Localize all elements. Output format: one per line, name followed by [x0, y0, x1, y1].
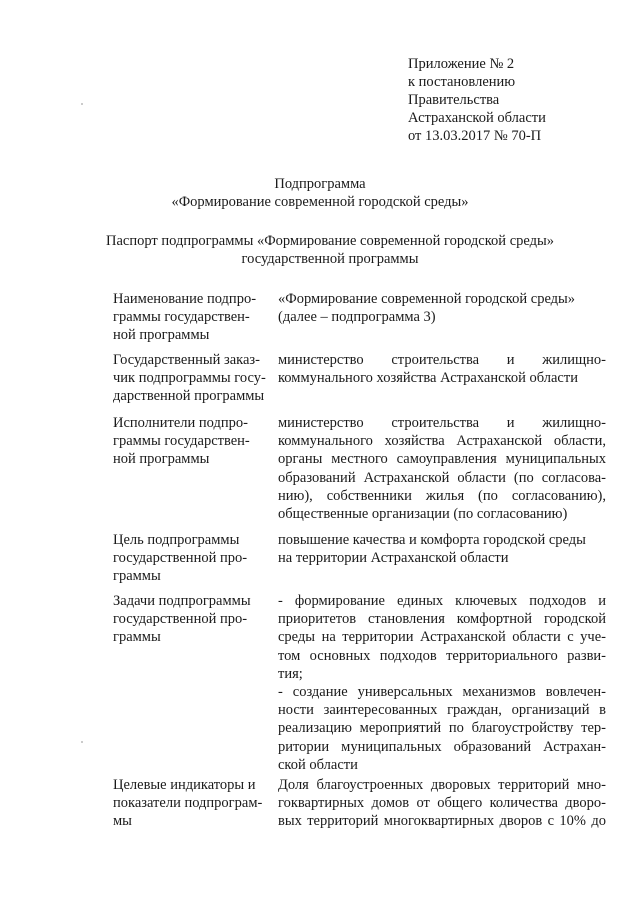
value-line: коммунального хозяйства Астраханской области, [278, 433, 606, 450]
value-line: реализацию мероприятий по благоустройству тер- [278, 720, 606, 737]
value-line: на территории Астраханской области [278, 550, 509, 567]
label-line: мы [113, 813, 132, 830]
label-line: государственной про- [113, 550, 248, 567]
label-line: чик подпрограммы госу- [113, 370, 266, 387]
value-line: гоквартирных домов от общего количества дворо- [278, 795, 606, 812]
value-line: - формирование единых ключевых подходов и [278, 593, 606, 609]
value-line: ской области [278, 756, 358, 773]
value-line: образований Астраханской области (по согласова- [278, 469, 606, 486]
value-line: среды на территории Астраханской области с уче- [278, 629, 606, 646]
value-line: общественные организации (по согласованию) [278, 506, 568, 523]
title-line: Подпрограмма [274, 176, 366, 192]
row-label [113, 592, 266, 647]
label-line: Исполнители подпро- [113, 415, 248, 431]
label-line: показатели подпрограм- [113, 795, 263, 812]
label-line: Задачи подпрограммы [113, 593, 251, 609]
row-value [278, 414, 606, 523]
title-line: «Формирование современной городской среды» [171, 194, 469, 210]
value-line: нию), собственники жилья (по согласованию), [278, 487, 606, 504]
label-line: Государственный заказ- [113, 352, 260, 368]
value-line: повышение качества и комфорта городской среды [278, 532, 586, 548]
value-line: ритории муниципальных образований Астрахан- [278, 738, 606, 755]
label-line: граммы [113, 568, 161, 585]
value-line: ности заинтересованных граждан, организаций в [278, 702, 606, 719]
label-line: ной программы [113, 327, 210, 344]
appendix-line: Правительства [408, 92, 500, 108]
appendix-note [408, 55, 546, 145]
value-line: «Формирование современной городской среды» [278, 291, 576, 307]
row-value [278, 290, 606, 326]
value-line: министерство строительства и жилищно- [278, 352, 606, 368]
value-line: Доля благоустроенных дворовых территорий мно- [278, 777, 606, 793]
scan-speck [81, 103, 83, 105]
label-line: граммы государствен- [113, 309, 250, 326]
row-label [113, 351, 266, 406]
subprogram-title [0, 175, 640, 211]
row-value [278, 592, 606, 774]
appendix-line: Астраханской области [408, 110, 546, 126]
row-value [278, 351, 606, 387]
value-line: министерство строительства и жилищно- [278, 415, 606, 431]
row-label [113, 290, 266, 345]
passport-heading [60, 232, 600, 268]
appendix-line: Приложение № 2 [408, 56, 515, 72]
label-line: ной программы [113, 451, 210, 468]
row-label [113, 414, 266, 469]
appendix-line: к постановлению [408, 74, 516, 90]
passport-line: государственной программы [241, 251, 419, 267]
label-line: Целевые индикаторы и [113, 777, 256, 793]
scan-speck [81, 741, 83, 743]
value-line: приоритетов становления комфортной городской [278, 611, 606, 628]
value-line: коммунального хозяйства Астраханской области [278, 370, 578, 387]
row-value [278, 776, 606, 831]
value-line: том основных подходов территориального разви- [278, 647, 606, 664]
value-line: (далее – подпрограмма 3) [278, 309, 436, 326]
value-line: тия; [278, 665, 303, 682]
label-line: государственной про- [113, 611, 248, 628]
value-line: вых территорий многоквартирных дворов с 10% до [278, 813, 606, 830]
row-label [113, 776, 266, 831]
passport-line: Паспорт подпрограммы «Формирование современной городской среды» [105, 233, 554, 249]
label-line: граммы государствен- [113, 433, 250, 450]
label-line: Цель подпрограммы [113, 532, 240, 548]
row-value [278, 531, 606, 567]
label-line: дарственной программы [113, 388, 265, 405]
value-line: - создание универсальных механизмов вовлечен- [278, 684, 606, 701]
label-line: граммы [113, 629, 161, 646]
appendix-line: от 13.03.2017 № 70-П [408, 128, 542, 144]
value-line: органы местного самоуправления муниципальных [278, 451, 606, 468]
label-line: Наименование подпро- [113, 291, 257, 307]
row-label [113, 531, 266, 586]
